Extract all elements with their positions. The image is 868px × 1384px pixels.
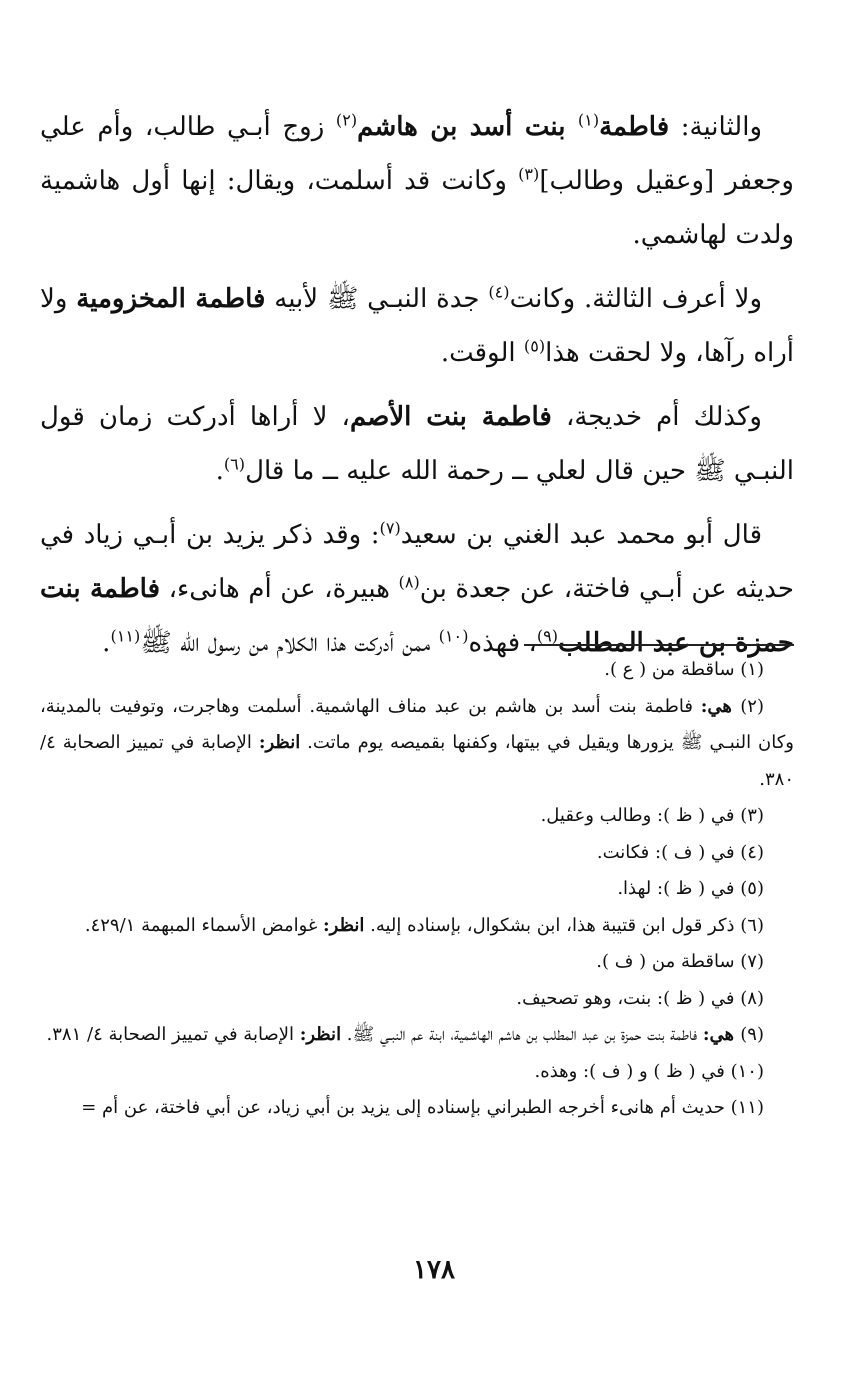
paragraph-1 xyxy=(40,100,794,262)
text-run: زوج أبـي طالب، وأم علي وجعفر [وعقيل وطالب] xyxy=(40,112,794,196)
footnote-text: ذكر قول ابن قتيبة هذا، ابن بشكوال، بإسناده إليه. xyxy=(364,914,741,936)
footnote-label: هي: xyxy=(702,1024,741,1045)
text-run: ممن أدركت هذا الكلام من رسول الله ﷺ xyxy=(140,628,439,658)
footnotes xyxy=(40,652,794,1127)
footnote-ref: (٧) xyxy=(379,518,401,538)
footnote-text: حديث أم هانىء أخرجه الطبراني بإسناده إلى يزيد بن أبي زياد، عن أبي فاختة، عن أم = xyxy=(81,1097,731,1118)
footnote-text: فاطمة بنت أسد بن هاشم بن عبد مناف الهاشمية. أسلمت وهاجرت، وتوفيت بالمدينة، وكان النبـي ﷺ يزورها ويقيل في بيتها، وكفنها بقميصه يوم ماتت. xyxy=(40,695,794,753)
footnote-8 xyxy=(40,981,794,1018)
footnote-number: (٨) xyxy=(740,987,764,1009)
text-run: قال أبو محمد عبد الغني بن سعيد xyxy=(400,520,762,550)
footnote-9 xyxy=(40,1017,794,1054)
footnote-divider xyxy=(524,644,794,646)
footnote-ref: (٣) xyxy=(518,164,540,184)
footnote-ref: (٥) xyxy=(523,336,546,356)
footnote-text: ساقطة من ( ف ). xyxy=(596,951,741,972)
footnote-11 xyxy=(40,1090,794,1127)
main-text xyxy=(40,100,794,680)
footnote-ref: (١١) xyxy=(110,626,141,646)
footnote-text: في ( ظ ) و ( ف ): وهذه. xyxy=(534,1060,731,1082)
page-number: ١٧٨ xyxy=(413,1255,455,1285)
footnote-ref: (٢) xyxy=(335,110,358,130)
footnote-ref: (٦) xyxy=(223,454,246,474)
footnote-text: في ( ظ ): لهذا. xyxy=(617,878,741,899)
text-run: . xyxy=(215,456,224,486)
footnote-5 xyxy=(40,871,794,908)
text-run: ولا أراه رآها، ولا لحقت هذا xyxy=(40,284,794,368)
text-run: . xyxy=(102,628,111,658)
footnote-4 xyxy=(40,835,794,872)
footnote-text: فاطمة بنت حمزة بن عبد المطلب بن هاشم الهاشمية، ابنة عم النبـي ﷺ. xyxy=(341,1024,703,1045)
footnote-text: في ( ف ): فكانت. xyxy=(596,841,741,863)
text-run: جدة النبـي ﷺ لأبيه xyxy=(265,284,489,314)
text-run: ، فهذه xyxy=(468,628,537,658)
footnote-3 xyxy=(40,798,794,835)
bold-name: فاطمة xyxy=(599,112,670,142)
paragraph-2 xyxy=(40,272,794,380)
footnote-number: (٦) xyxy=(740,914,764,936)
footnote-text: في ( ظ ): وطالب وعقيل. xyxy=(540,805,741,826)
footnote-text: الإصابة في تمييز الصحابة ٤/ ٣٨٠. xyxy=(40,732,794,790)
footnote-6 xyxy=(40,908,794,945)
text-run: وكذلك أم خديجة، xyxy=(551,402,762,432)
footnote-ref: (٨) xyxy=(398,572,420,592)
text-run: وكانت قد أسلمت، ويقال: إنها أول هاشمية ولدت لهاشمي. xyxy=(40,166,794,250)
footnote-2 xyxy=(40,689,794,799)
footnote-number: (٣) xyxy=(740,805,764,826)
footnote-text: غوامض الأسماء المبهمة ٤٢٩/١. xyxy=(84,914,324,936)
footnote-number: (١٠) xyxy=(730,1060,764,1082)
footnote-ref: (١٠) xyxy=(438,626,469,646)
text-run: هبيرة، عن أم هانىء، xyxy=(160,574,399,604)
text-run: : وقد ذكر يزيد بن أبـي زياد في حديثه عن أبـي فاختة، عن جعدة بن xyxy=(40,520,794,604)
footnote-number: (٩) xyxy=(740,1024,764,1045)
footnote-ref: (١) xyxy=(577,110,600,130)
footnote-7 xyxy=(40,944,794,981)
bold-name: فاطمة بنت حمزة بن عبد المطلب xyxy=(40,574,794,658)
footnote-number: (١) xyxy=(740,659,764,680)
footnote-label: انظر: xyxy=(323,914,365,936)
footnote-label: هي: xyxy=(700,695,741,717)
text-run: والثانية: xyxy=(669,112,763,142)
footnote-label: انظر: xyxy=(299,1024,342,1045)
text-run: ولا أعرف الثالثة. وكانت xyxy=(509,284,762,314)
footnote-number: (٥) xyxy=(740,878,764,899)
footnote-number: (٢) xyxy=(740,695,764,717)
bold-name: فاطمة بنت الأصم xyxy=(349,402,552,432)
footnote-10 xyxy=(40,1054,794,1091)
bold-name: بنت أسد بن هاشم xyxy=(357,112,578,142)
bold-name: فاطمة المخزومية xyxy=(76,284,266,314)
footnote-number: (٤) xyxy=(740,841,764,863)
footnote-text: الإصابة في تمييز الصحابة ٤/ ٣٨١. xyxy=(46,1024,300,1045)
footnote-ref: (٤) xyxy=(488,282,510,302)
footnote-label: انظر: xyxy=(258,732,301,753)
paragraph-3 xyxy=(40,390,794,498)
footnote-text: ساقطة من ( ع ). xyxy=(604,659,741,680)
footnote-number: (١١) xyxy=(730,1097,764,1118)
text-run: ، لا أراها أدركت زمان قول النبـي ﷺ حين قال لعلي ــ رحمة الله عليه ــ ما قال xyxy=(40,402,794,486)
footnote-ref: (٩) xyxy=(536,626,559,646)
footnote-text: في ( ظ ): بنت، وهو تصحيف. xyxy=(516,987,741,1009)
text-run: الوقت. xyxy=(440,338,524,368)
footnote-number: (٧) xyxy=(740,951,764,972)
footnote-1 xyxy=(40,652,794,689)
